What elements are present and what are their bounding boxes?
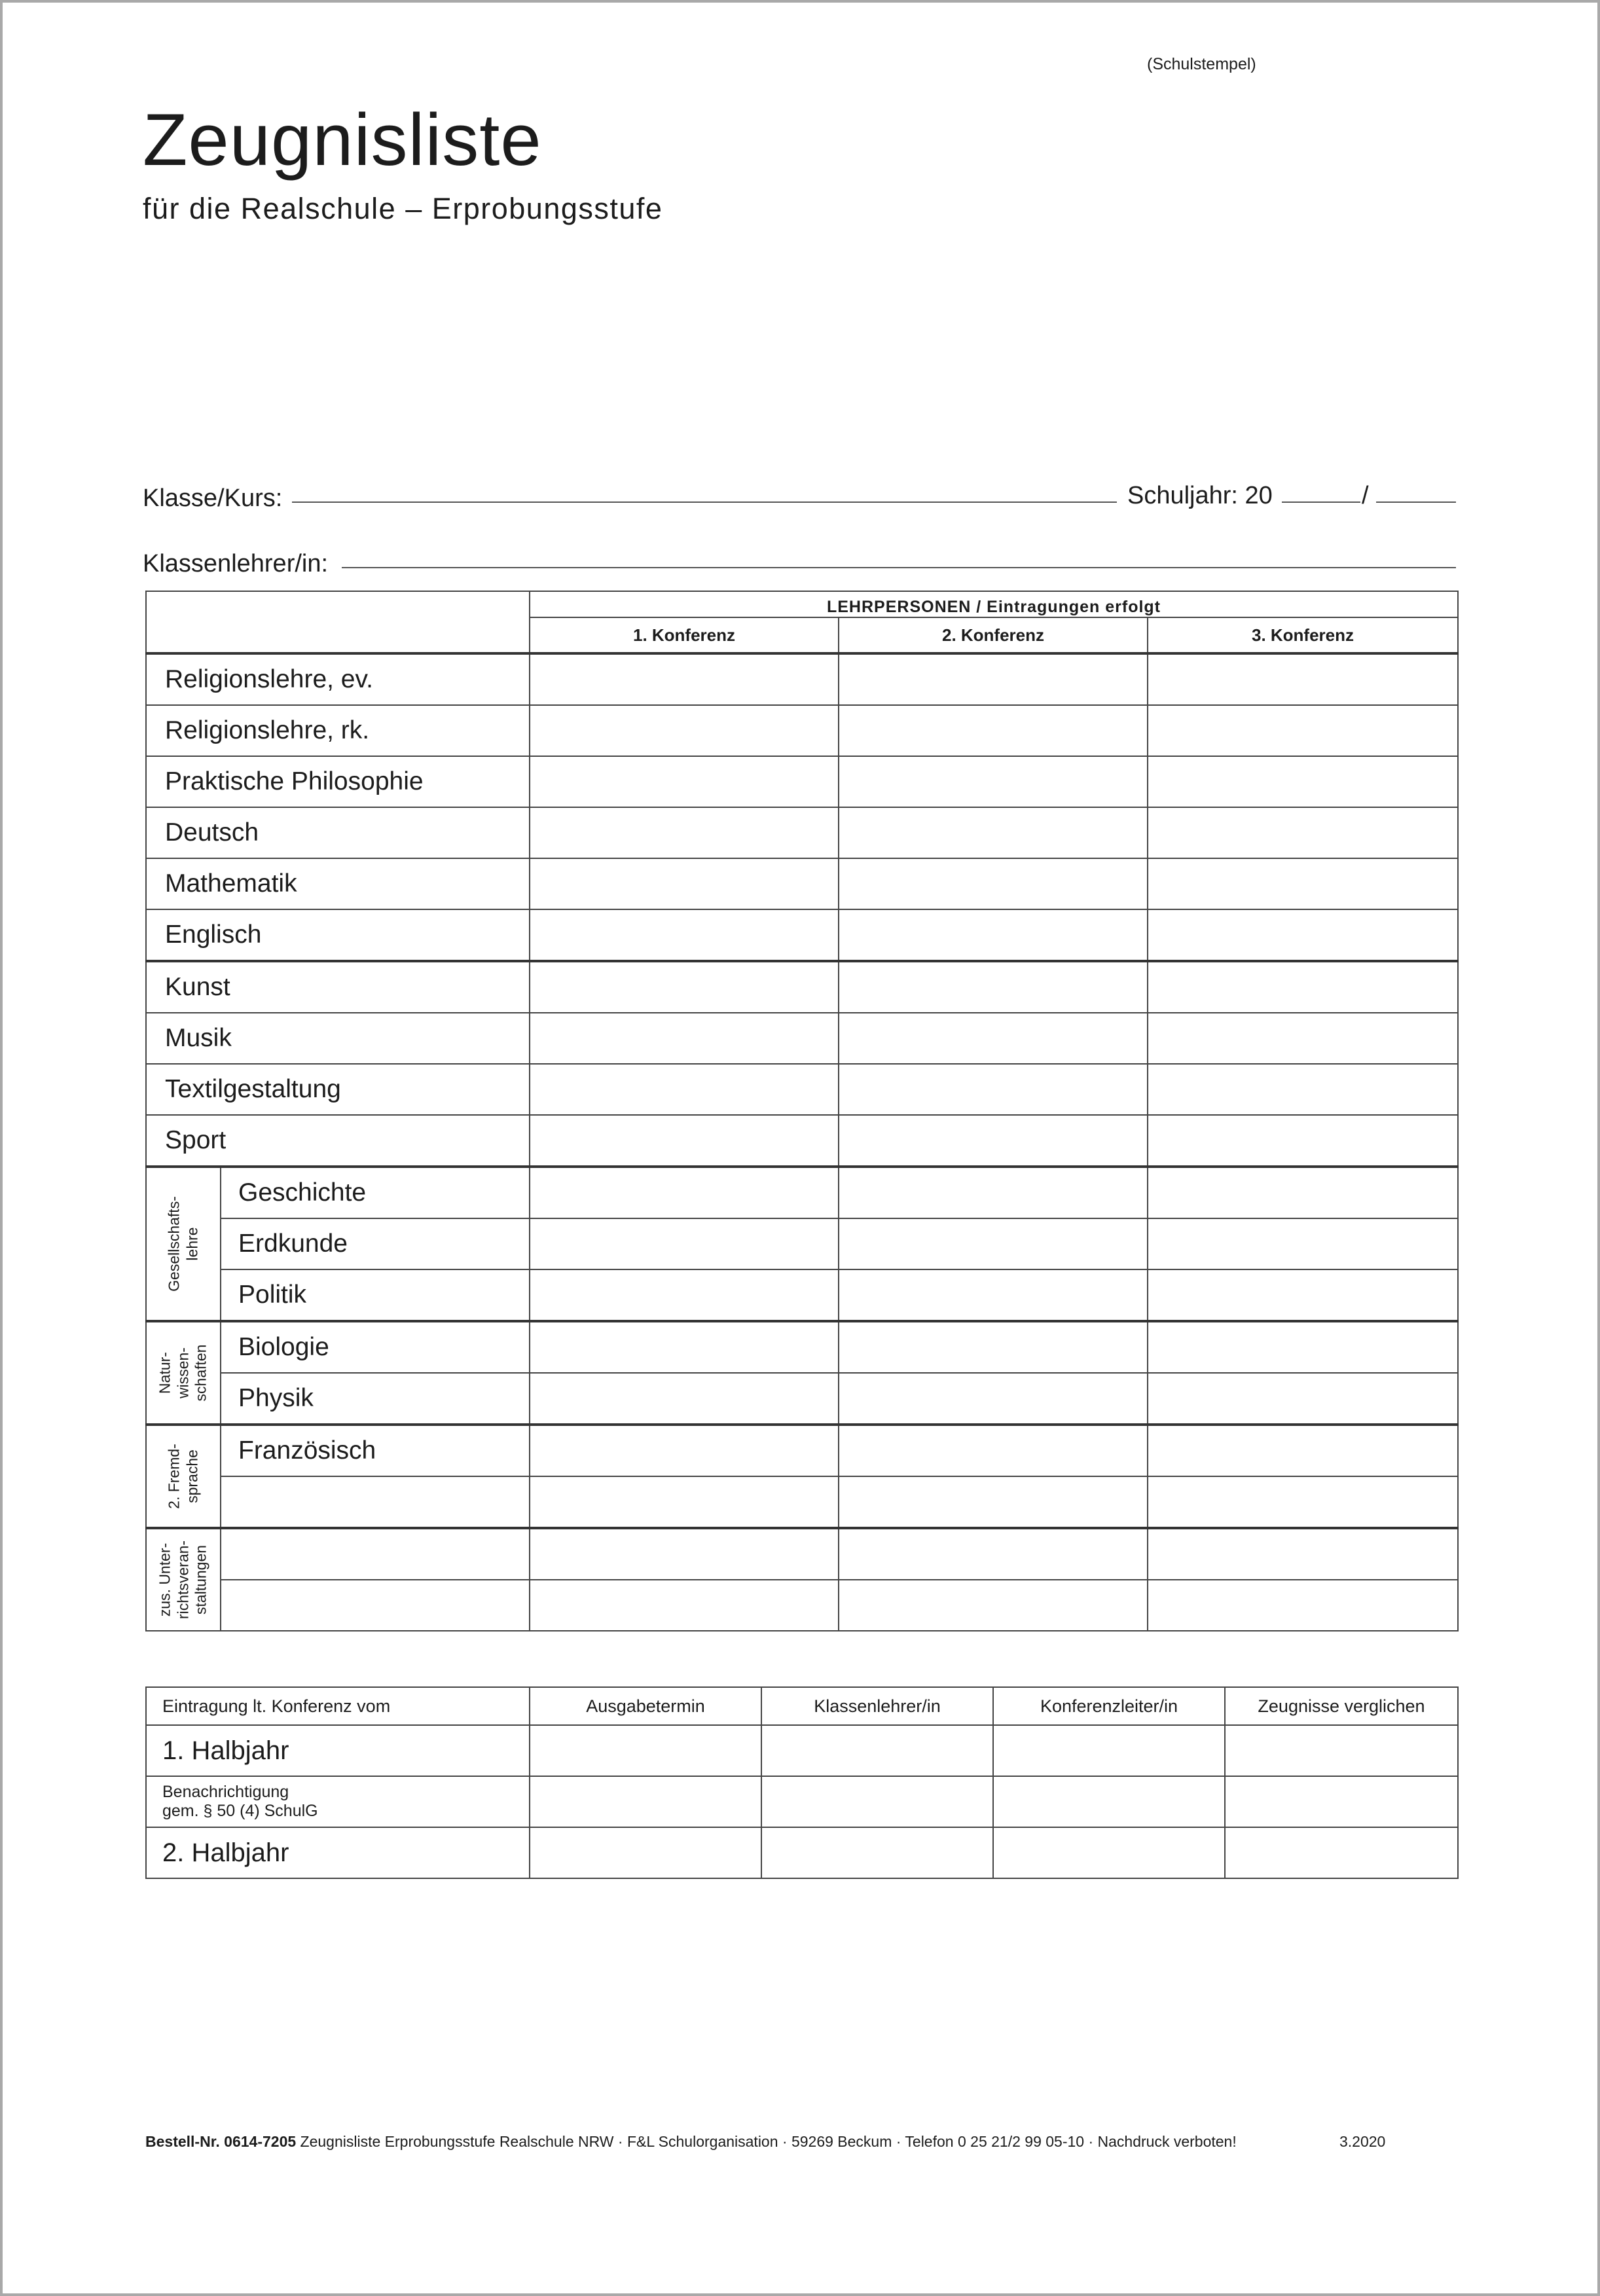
entry-cell[interactable] (1148, 909, 1458, 961)
group-label-gesellschaftslehre: Gesellschafts- lehre (146, 1167, 221, 1321)
subject-label: Deutsch (146, 807, 530, 858)
table-row (146, 961, 1458, 1013)
entry-cell[interactable] (839, 1115, 1148, 1167)
entry-cell[interactable] (839, 1269, 1148, 1321)
entry-cell[interactable] (839, 1321, 1148, 1373)
table-row (146, 1776, 1458, 1827)
entry-cell[interactable] (839, 1528, 1148, 1580)
entry-cell[interactable] (839, 1476, 1148, 1528)
table-row (146, 1476, 1458, 1528)
entry-cell[interactable] (839, 858, 1148, 909)
column-header-klassenlehrer: Klassenlehrer/in (761, 1687, 993, 1725)
teachers-group-header: LEHRPERSONEN / Eintragungen erfolgt (530, 591, 1458, 617)
entry-cell[interactable] (530, 807, 839, 858)
footer-description: Zeugnisliste Erprobungsstufe Realschule NRW · F&L Schulorganisation · 59269 Beckum · Telefon 0 25 21/2 99 05-10 · Nachdruck verboten! (296, 2133, 1237, 2150)
entry-cell[interactable] (530, 1528, 839, 1580)
entry-cell[interactable] (530, 1321, 839, 1373)
entry-cell[interactable] (1148, 1115, 1458, 1167)
table-row (146, 1115, 1458, 1167)
class-input-line[interactable] (292, 501, 1117, 503)
entry-cell[interactable] (1148, 1528, 1458, 1580)
entry-cell[interactable] (1148, 1580, 1458, 1631)
entry-cell[interactable] (993, 1827, 1225, 1878)
subject-label: Religionslehre, rk. (146, 705, 530, 756)
subject-label: Biologie (221, 1321, 530, 1373)
conference-table (145, 1686, 1459, 1879)
entry-cell[interactable] (530, 653, 839, 705)
entry-cell[interactable] (530, 1373, 839, 1425)
entry-cell[interactable] (1148, 756, 1458, 807)
subject-label: Englisch (146, 909, 530, 961)
entry-cell[interactable] (530, 705, 839, 756)
teacher-label: Klassenlehrer/in: (143, 550, 329, 577)
table-row (146, 909, 1458, 961)
entry-cell[interactable] (530, 1013, 839, 1064)
subject-label: Musik (146, 1013, 530, 1064)
school-stamp-label: (Schulstempel) (1147, 55, 1256, 73)
entry-cell[interactable] (1148, 1064, 1458, 1115)
subject-label: Religionslehre, ev. (146, 653, 530, 705)
subject-label-empty[interactable] (221, 1476, 530, 1528)
entry-cell[interactable] (1225, 1776, 1458, 1827)
table-row (146, 1725, 1458, 1776)
subject-label-empty[interactable] (221, 1580, 530, 1631)
table-row (146, 1218, 1458, 1269)
subject-label: Praktische Philosophie (146, 756, 530, 807)
table-row (146, 705, 1458, 756)
class-label: Klasse/Kurs: (143, 484, 283, 512)
entry-cell[interactable] (1148, 807, 1458, 858)
header-blank-cell (146, 591, 530, 653)
entry-cell[interactable] (839, 1013, 1148, 1064)
subject-label: Sport (146, 1115, 530, 1167)
column-header-konferenz-3: 3. Konferenz (1148, 617, 1458, 653)
entry-cell[interactable] (1148, 1373, 1458, 1425)
entry-cell[interactable] (530, 1167, 839, 1218)
table-row (146, 1064, 1458, 1115)
column-header-konferenzleiter: Konferenzleiter/in (993, 1687, 1225, 1725)
entry-cell[interactable] (1225, 1725, 1458, 1776)
subject-label-empty[interactable] (221, 1528, 530, 1580)
entry-cell[interactable] (1148, 858, 1458, 909)
group-label-zusatz: zus. Unter- richtsveran- staltungen (146, 1528, 221, 1631)
entry-cell[interactable] (530, 909, 839, 961)
page-subtitle: für die Realschule – Erprobungsstufe (143, 192, 663, 225)
entry-cell[interactable] (839, 961, 1148, 1013)
entry-cell[interactable] (1148, 1167, 1458, 1218)
column-header-ausgabetermin: Ausgabetermin (530, 1687, 761, 1725)
table-row (146, 1013, 1458, 1064)
entry-cell[interactable] (530, 1218, 839, 1269)
schoolyear-start-line[interactable] (1282, 501, 1360, 503)
entry-cell[interactable] (530, 1725, 761, 1776)
entry-cell[interactable] (530, 961, 839, 1013)
entry-cell[interactable] (1148, 705, 1458, 756)
subject-label: Kunst (146, 961, 530, 1013)
entry-cell[interactable] (1148, 1218, 1458, 1269)
entry-cell[interactable] (761, 1827, 993, 1878)
entry-cell[interactable] (530, 1580, 839, 1631)
table-row (146, 756, 1458, 807)
entry-cell[interactable] (530, 1064, 839, 1115)
entry-cell[interactable] (530, 1269, 839, 1321)
subject-label: Mathematik (146, 858, 530, 909)
schoolyear-label: Schuljahr: 20 (1127, 482, 1273, 509)
subject-label: Erdkunde (221, 1218, 530, 1269)
footer-text (145, 2133, 1237, 2151)
table-row (146, 1269, 1458, 1321)
column-header-zeugnisse-verglichen: Zeugnisse verglichen (1225, 1687, 1458, 1725)
group-label-naturwissenschaften: Natur- wissen- schaften (146, 1321, 221, 1425)
table-row (146, 1425, 1458, 1476)
column-header-konferenz-1: 1. Konferenz (530, 617, 839, 653)
entry-cell[interactable] (839, 807, 1148, 858)
entry-cell[interactable] (839, 1218, 1148, 1269)
column-header-konferenz-2: 2. Konferenz (839, 617, 1148, 653)
table-row (146, 1827, 1458, 1878)
entry-cell[interactable] (839, 1425, 1148, 1476)
footer-date: 3.2020 (1339, 2133, 1386, 2150)
entry-cell[interactable] (761, 1725, 993, 1776)
entry-cell[interactable] (1148, 1425, 1458, 1476)
entry-cell[interactable] (761, 1776, 993, 1827)
group-label-fremdsprache: 2. Fremd- sprache (146, 1425, 221, 1528)
entry-cell[interactable] (839, 1373, 1148, 1425)
teacher-input-line[interactable] (342, 567, 1456, 568)
row-label-halbjahr-1: 1. Halbjahr (146, 1725, 530, 1776)
entry-cell[interactable] (530, 858, 839, 909)
entry-cell[interactable] (1148, 961, 1458, 1013)
entry-cell[interactable] (1225, 1827, 1458, 1878)
subject-label: Physik (221, 1373, 530, 1425)
entry-cell[interactable] (1148, 1269, 1458, 1321)
entry-cell[interactable] (839, 909, 1148, 961)
table-row (146, 807, 1458, 858)
order-number: Bestell-Nr. 0614-7205 (145, 2133, 297, 2150)
entry-cell[interactable] (839, 705, 1148, 756)
entry-cell[interactable] (1148, 1013, 1458, 1064)
subject-label: Geschichte (221, 1167, 530, 1218)
table-row (146, 1528, 1458, 1580)
entry-cell[interactable] (1148, 653, 1458, 705)
entry-cell[interactable] (993, 1776, 1225, 1827)
entry-cell[interactable] (839, 1064, 1148, 1115)
entry-cell[interactable] (993, 1725, 1225, 1776)
entry-cell[interactable] (530, 1425, 839, 1476)
table-row (146, 858, 1458, 909)
entry-cell[interactable] (530, 1115, 839, 1167)
page-title: Zeugnisliste (143, 99, 542, 181)
entry-cell[interactable] (530, 1827, 761, 1878)
row-label-benachrichtigung: Benachrichtigung gem. § 50 (4) SchulG (146, 1776, 530, 1827)
subject-label: Französisch (221, 1425, 530, 1476)
table-row (146, 1167, 1458, 1218)
subject-label: Textilgestaltung (146, 1064, 530, 1115)
row-label-halbjahr-2: 2. Halbjahr (146, 1827, 530, 1878)
table-row (146, 653, 1458, 705)
teacher-entries-table (145, 591, 1459, 1631)
schoolyear-separator: / (1362, 482, 1369, 509)
subject-label: Politik (221, 1269, 530, 1321)
entry-cell[interactable] (839, 756, 1148, 807)
table-row (146, 1373, 1458, 1425)
entry-cell[interactable] (530, 756, 839, 807)
entry-cell[interactable] (839, 1580, 1148, 1631)
entry-cell[interactable] (530, 1476, 839, 1528)
entry-cell[interactable] (839, 653, 1148, 705)
entry-cell[interactable] (1148, 1476, 1458, 1528)
entry-cell[interactable] (839, 1167, 1148, 1218)
column-header-eintragung: Eintragung lt. Konferenz vom (146, 1687, 530, 1725)
entry-cell[interactable] (1148, 1321, 1458, 1373)
schoolyear-end-line[interactable] (1376, 501, 1456, 503)
table-row (146, 1321, 1458, 1373)
table-row (146, 1580, 1458, 1631)
entry-cell[interactable] (530, 1776, 761, 1827)
